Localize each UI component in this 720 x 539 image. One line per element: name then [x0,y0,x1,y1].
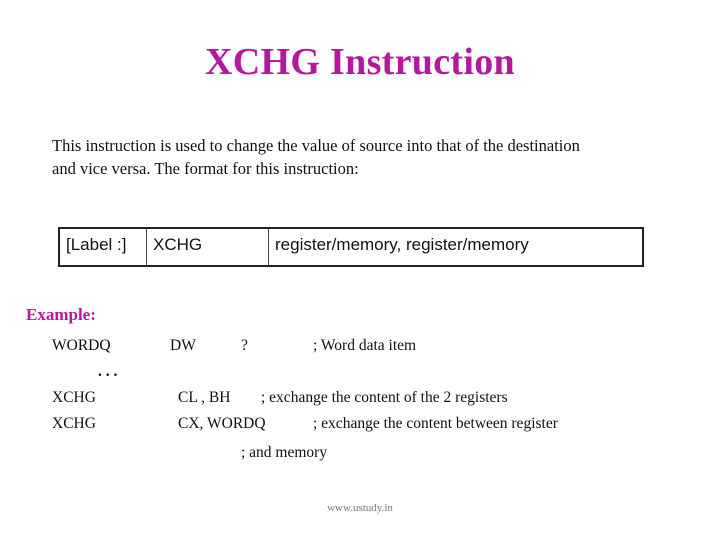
code-comment: ; exchange the content between register [313,415,558,432]
intro-paragraph [52,134,702,180]
code-comment: ; and memory [241,444,328,461]
code-line [0,363,720,383]
code-line [0,415,720,435]
code-label: WORDQ [52,337,111,354]
code-mnemonic: XCHG [52,389,96,406]
code-operands: CL , BH [178,389,231,406]
format-label-cell: [Label :] [66,235,127,254]
intro-line: This instruction is used to change the value of source into that of the destination [52,136,580,155]
code-line [0,389,720,409]
example-heading: Example: [26,305,96,324]
code-value: ? [241,337,248,354]
code-line [0,444,720,464]
footer-watermark: www.ustudy.in [327,502,393,514]
intro-line: and vice versa. The format for this instruction: [52,159,359,178]
code-operands: CX, WORDQ [178,415,266,432]
slide-title: XCHG Instruction [205,41,515,83]
format-box [58,227,644,267]
code-comment: ; Word data item [313,337,417,354]
code-mnemonic: XCHG [52,415,96,432]
format-operands-cell: register/memory, register/memory [268,229,642,265]
code-directive: DW [170,337,196,354]
code-comment: ; exchange the content of the 2 registers [261,389,508,406]
code-line [0,337,720,357]
code-ellipsis: . . . [98,363,118,380]
format-opcode-cell: XCHG [146,229,268,265]
